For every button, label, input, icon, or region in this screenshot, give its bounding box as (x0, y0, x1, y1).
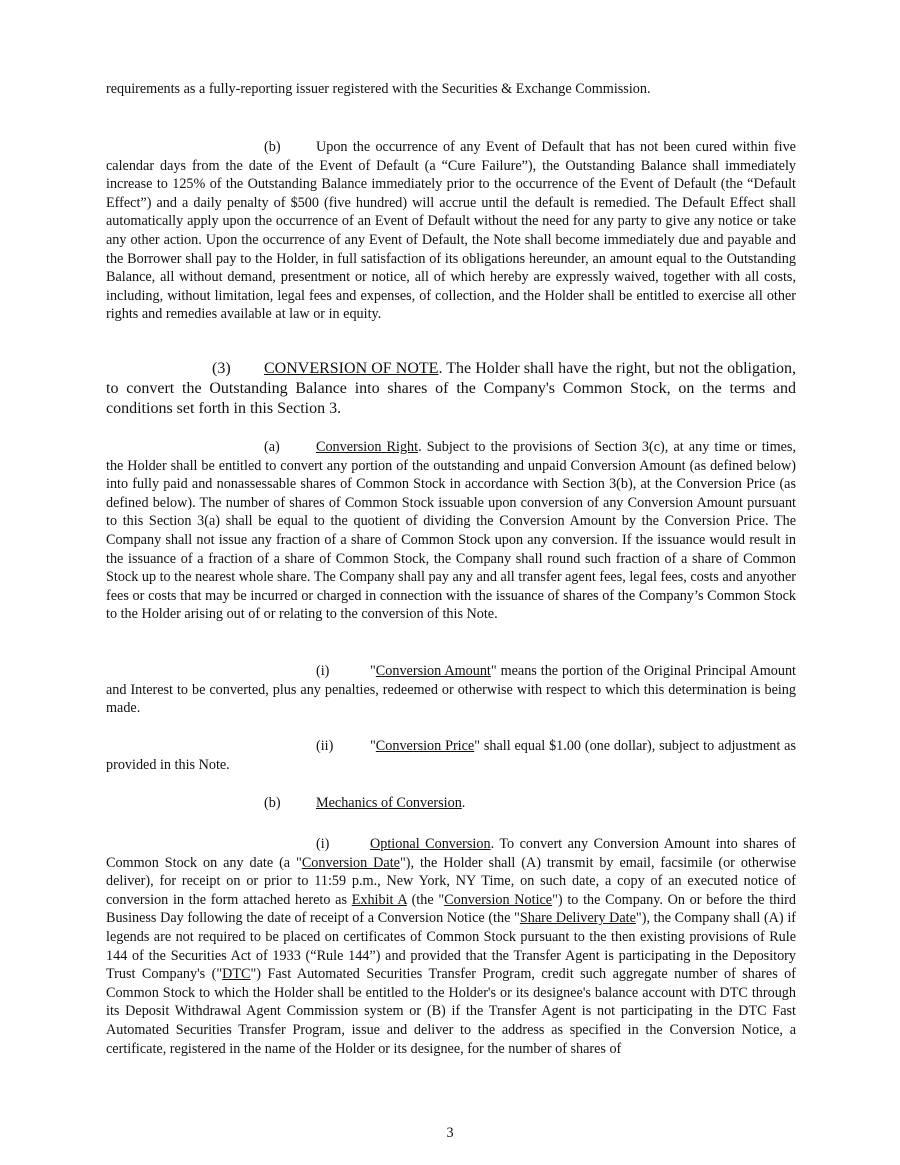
clause-label: (i) (316, 663, 330, 679)
text-segment: ") to the Company. On or before the third Business Day following the date of receipt of a Conversion Notice (the " (106, 891, 796, 927)
paragraph-text: " means the portion of the Original Principal Amount and Interest to be converted, plus any penalties, redeemed or otherwise with respect to which this determination is being made. (106, 663, 796, 717)
defined-term: Share Delivery Date (519, 910, 636, 927)
defined-term: DTC (222, 966, 251, 983)
clause-heading: Conversion Right (316, 439, 419, 455)
paragraph-text: . Subject to the provisions of Section 3(c), at any time or times, the Holder shall be entitled to convert any portion of the outstanding and unpaid Conversion Amount (as defined below) into fully paid and nonassessable shares of Common Stock in accordance with Section 3(b), at the Conversion Price (as defined below). The number of shares of Common Stock issuable upon conversion of any Conversion Amount pursuant to this Section 3(a) shall be equal to the quotient of dividing the Conversion Amount by the Conversion Price. The Company shall not issue any fraction of a share of Common Stock upon any conversion. If the issuance would result in the issuance of a fraction of a share of Common Stock, the Company shall round such fraction of a share of Common Stock up to the nearest whole share. The Company shall pay any and all transfer agent fees, legal fees, costs and anyother fees or costs that may be incurred or charged in connection with the issuance of shares of the Company’s Common Stock to the Holder arising out of or relating to the conversion of this Note. (106, 439, 796, 623)
clause-b-mechanics-of-conversion (106, 794, 796, 813)
paragraph-text: Upon the occurrence of any Event of Default that has not been cured within five calendar days from the date of the Event of Default (a “Cure Failure”), the Outstanding Balance shall immediately increase to 125% of the Outstanding Balance immediately prior to the occurrence of the Event of Default (the “Default Effect”) and a daily penalty of $500 (five hundred) will accrue until the default is remedied. The Default Effect shall automatically apply upon the occurrence of an Event of Default without the need for any party to give any notice or take any other action. Upon the occurrence of any Event of Default, the Note shall become immediately due and payable and the Borrower shall pay to the Holder, in full satisfaction of its obligations hereunder, an amount equal to the Outstanding Balance, all without demand, presentment or notice, all of which hereby are expressly waived, together with all costs, including, without limitation, legal fees and expenses, of collection, and the Holder shall be entitled to exercise all other rights and remedies available at law or in equity. (106, 139, 796, 323)
clause-label: (ii) (316, 738, 334, 754)
text-segment: . To convert any Conversion Amount into shares of Common Stock on any date (a " (106, 836, 796, 871)
text-segment: "), the Company shall (A) if legends are not required to be placed on certificates of Common Stock pursuant to the then existing provisions of Rule 144 of the Securities Act of 1933 (“Rule 144”) and provided that the Transfer Agent is participating in the Depository Trust Company's (" (106, 910, 796, 983)
quote-mark: " (370, 663, 376, 679)
text-segment: ") Fast Automated Securities Transfer Program, credit such aggregate number of shares of Common Stock to which the Holder shall be entitled to the Holder's or its designee's balance account with DTC through its Deposit Withdrawal Agent Commission system or (B) if the Transfer Agent is not participating in the DTC Fast Automated Securities Transfer Program, issue and deliver to the address as specified in the Conversion Notice, a certificate, registered in the name of the Holder or its designee, for the number of shares of (106, 966, 796, 1057)
clause-label: (a) (264, 439, 280, 455)
clause-label: (b) (264, 139, 281, 155)
clause-a-conversion-right (106, 438, 796, 624)
defined-term: Conversion Date (301, 854, 400, 871)
clause-heading: Mechanics of Conversion (316, 795, 462, 811)
text-segment: "), the Holder shall (A) transmit by email, facsimile (or otherwise deliver), for receipt on or prior to 11:59 p.m., New York, NY Time, on such date, a copy of an executed notice of conversion in the form attached hereto as (106, 854, 796, 908)
defined-term: Conversion Amount (375, 663, 491, 679)
clause-label: (b) (264, 795, 281, 811)
exhibit-reference: Exhibit A (351, 891, 407, 908)
defined-term: Conversion Notice (444, 891, 553, 908)
text-segment: (the " (406, 891, 445, 908)
paragraph-requirements (106, 80, 796, 99)
section-number: (3) (212, 360, 231, 377)
paragraph-text: . The Holder shall have the right, but not the obligation, to convert the Outstanding Balance into shares of the Company's Common Stock, on the terms and conditions set forth in this Section 3. (106, 360, 796, 417)
section-heading: CONVERSION OF NOTE (264, 360, 439, 377)
paragraph-text: requirements as a fully-reporting issuer registered with the Securities & Exchange Commission. (106, 81, 651, 97)
clause-i-conversion-amount (106, 662, 796, 718)
defined-term: Conversion Price (375, 738, 475, 754)
paragraph-text: " shall equal $1.00 (one dollar), subject to adjustment as provided in this Note. (106, 738, 796, 773)
quote-mark: " (370, 738, 376, 754)
page-number: 3 (446, 1125, 454, 1141)
clause-label: (i) (316, 836, 330, 852)
clause-ii-conversion-price (106, 737, 796, 774)
clause-i-optional-conversion (106, 835, 796, 1058)
clause-heading: Optional Conversion (370, 836, 491, 852)
section-3-conversion-of-note (106, 359, 796, 419)
paragraph-text: . (461, 795, 466, 811)
paragraph-default-effect (106, 138, 796, 324)
